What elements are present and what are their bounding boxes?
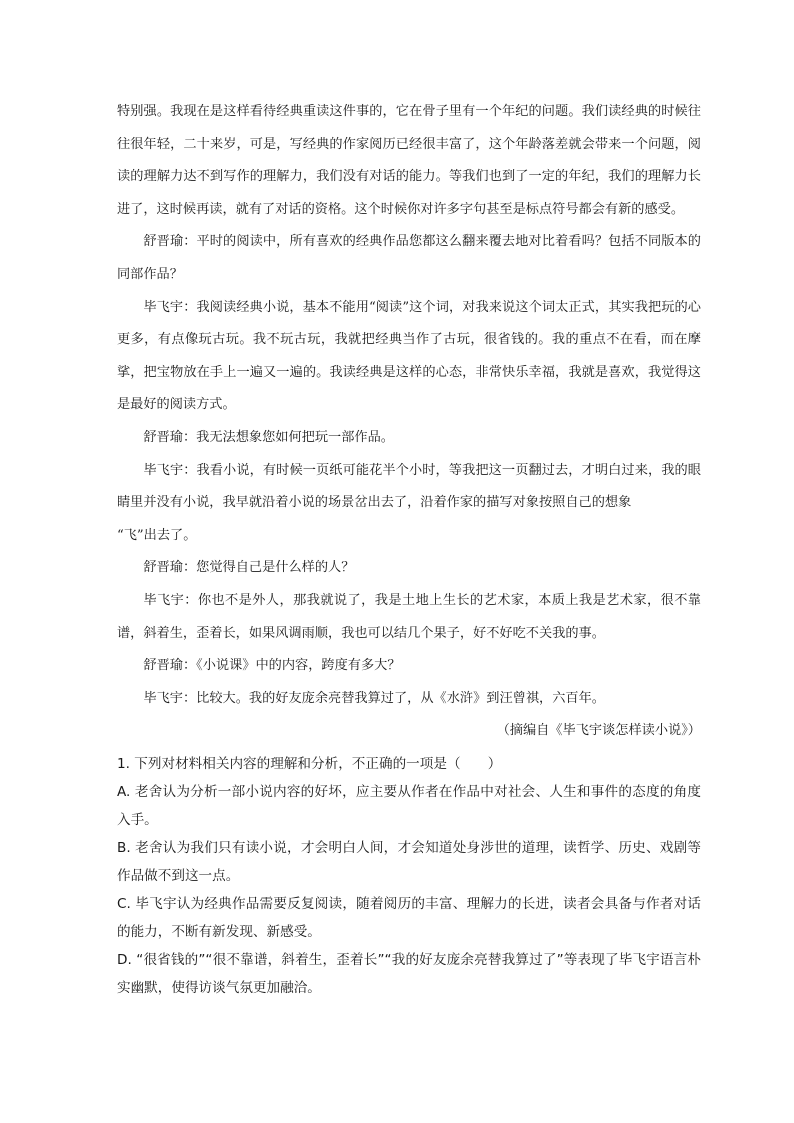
question-option-a[interactable]: A. 老舍认为分析一部小说内容的好坏，应主要从作者在作品中对社会、人生和事件的态度的角度入手。 xyxy=(117,784,701,828)
article-paragraph: 毕飞宇：你也不是外人，那我就说了，我是土地上生长的艺术家，本质上我是艺术家，很不靠谱，斜着生，歪着长，如果风调雨顺，我也可以结几个果子，好不好吃不关我的事。 xyxy=(117,592,701,641)
question-option-c[interactable]: C. 毕飞宇认为经典作品需要反复阅读，随着阅历的丰富、理解力的长进，读者会具备与作者对话的能力，不断有新发现、新感受。 xyxy=(117,896,701,940)
article-paragraph: 特别强。我现在是这样看待经典重读这件事的，它在骨子里有一个年纪的问题。我们读经典的时候往往很年轻，二十来岁，可是，写经典的作家阅历已经很丰富了，这个年龄落差就会带来一个问题，阅读的理解力达不到写作的理解力，我们没有对话的能力。等我们也到了一定的年纪，我们的理解力长进了，这时候再读，就有了对话的资格。这个时候你对许多字句甚至是标点符号都会有新的感受。 xyxy=(117,104,701,217)
article-paragraph: 舒晋瑜：平时的阅读中，所有喜欢的经典作品您都这么翻来覆去地对比着看吗？包括不同版本的同部作品？ xyxy=(117,234,701,282)
article-paragraph: 舒晋瑜：您觉得自己是什么样的人？ xyxy=(143,560,355,576)
article-body xyxy=(117,96,701,747)
question-stem: 1. 下列对材料相关内容的理解和分析，不正确的一项是（ ） xyxy=(117,756,502,772)
article-source: （摘编自《毕飞宇谈怎样读小说》） xyxy=(496,723,701,739)
question-option-d[interactable]: D. “很省钱的”“很不靠谱，斜着生，歪着长”“我的好友庞余亮替我算过了”等表现了毕飞宇语言朴实幽默，使得访谈气氛更加融洽。 xyxy=(117,952,701,996)
article-paragraph: 舒晋瑜：《小说课》中的内容，跨度有多大？ xyxy=(143,658,401,674)
question-option-b[interactable]: B. 老舍认为我们只有读小说，才会明白人间，才会知道处身涉世的道理，读哲学、历史、戏剧等作品做不到这一点。 xyxy=(117,840,701,884)
article-paragraph: 毕飞宇：比较大。我的好友庞余亮替我算过了，从《水浒》到汪曾祺，六百年。 xyxy=(143,690,605,706)
article-paragraph: 毕飞宇：我阅读经典小说，基本不能用“阅读”这个词，对我来说这个词太正式，其实我把玩的心更多，有点像玩古玩。我不玩古玩，我就把经典当作了古玩，很省钱的。我的重点不在看，而在摩挲，把宝物放在手上一遍又一遍的。我读经典是这样的心态，非常快乐幸福，我就是喜欢，我觉得这是最好的阅读方式。 xyxy=(117,299,701,413)
article-paragraph: “飞”出去了。 xyxy=(117,527,197,543)
question-block xyxy=(117,750,701,1002)
article-paragraph: 毕飞宇：我看小说，有时候一页纸可能花半个小时，等我把这一页翻过去，才明白过来，我的眼睛里并没有小说，我早就沿着小说的场景岔出去了，沿着作家的描写对象按照自己的想象 xyxy=(117,462,701,511)
article-paragraph: 舒晋瑜：我无法想象您如何把玩一部作品。 xyxy=(143,429,394,445)
